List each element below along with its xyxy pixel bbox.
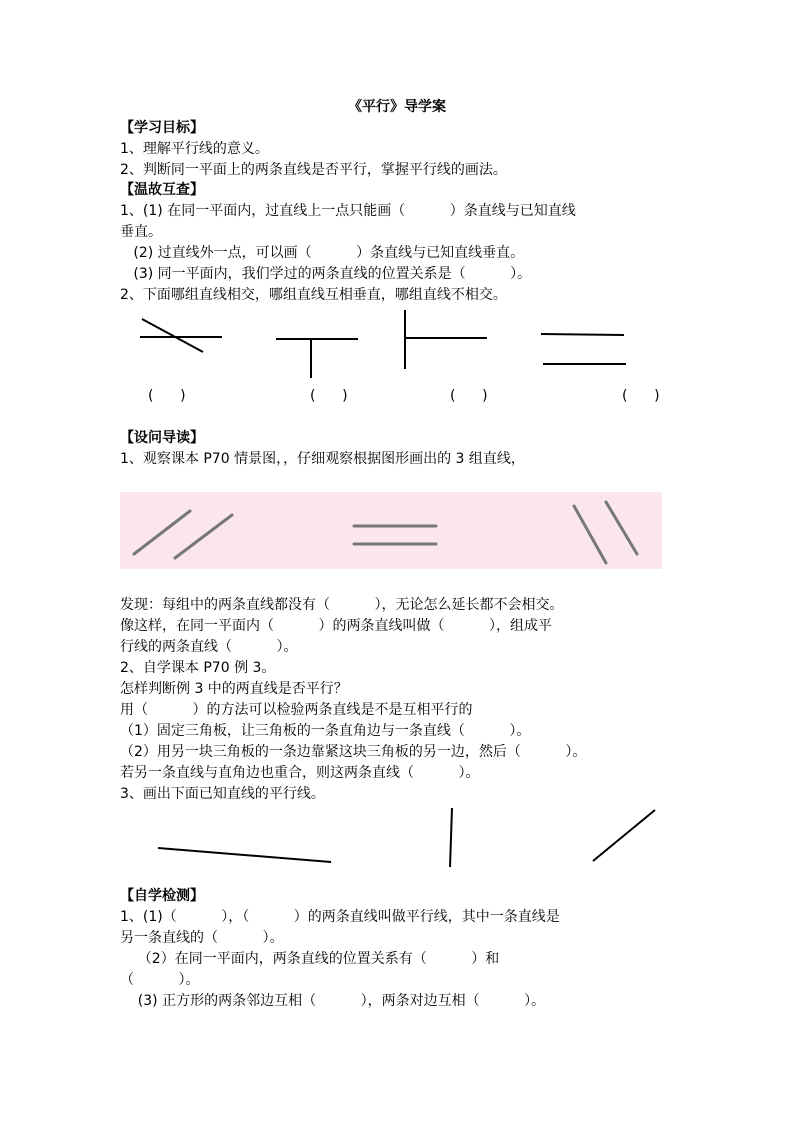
given-line-2 xyxy=(450,808,452,867)
review-line-2: 垂直。 xyxy=(120,224,162,240)
review-line-3: (2) 过直线外一点，可以画（ ）条直线与已知直线垂直。 xyxy=(120,245,525,261)
section-heading-self-check: 【自学检测】 xyxy=(120,888,204,904)
guided-line-7: 用（ ）的方法可以检验两条直线是不是互相平行的 xyxy=(120,702,473,718)
goal-line-2: 2、判断同一平面上的两条直线是否平行，掌握平行线的画法。 xyxy=(120,162,507,178)
answer-blank-2[interactable]: ( ) xyxy=(310,388,348,404)
section-heading-goals: 【学习目标】 xyxy=(120,120,204,136)
review-line-1: 1、(1) 在同一平面内，过直线上一点只能画（ ）条直线与已知直线 xyxy=(120,203,576,219)
goal-line-1: 1、理解平行线的意义。 xyxy=(120,141,269,157)
guided-line-8: （1）固定三角板，让三角板的一条直角边与一条直线（ ）。 xyxy=(120,723,531,739)
page-title: 《平行》导学案 xyxy=(348,99,446,115)
review-line-5: 2、下面哪组直线相交，哪组直线互相垂直，哪组直线不相交。 xyxy=(120,287,507,303)
section-heading-guided-reading: 【设问导读】 xyxy=(120,430,204,446)
check-line-1: 1、(1)（ ），（ ）的两条直线叫做平行线，其中一条直线是 xyxy=(120,909,560,925)
guided-line-11: 3、画出下面已知直线的平行线。 xyxy=(120,786,325,802)
check-line-5: (3) 正方形的两条邻边互相（ ），两条对边互相（ ）。 xyxy=(120,993,546,1009)
guided-line-4: 行线的两条直线（ ）。 xyxy=(120,639,298,655)
guided-line-10: 若另一条直线与直角边也重合，则这两条直线（ ）。 xyxy=(120,765,480,781)
guided-line-9: （2）用另一块三角板的一条边靠紧这块三角板的另一边，然后（ ）。 xyxy=(120,744,587,760)
given-line-3 xyxy=(593,810,655,861)
guided-line-1: 1、观察课本 P70 情景图，，仔细观察根据图形画出的 3 组直线， xyxy=(120,451,525,467)
given-line-1 xyxy=(158,848,331,862)
check-line-4: （ ）。 xyxy=(120,972,200,988)
review-line-4: (3) 同一平面内，我们学过的两条直线的位置关系是（ ）。 xyxy=(120,266,532,282)
guided-line-3: 像这样，在同一平面内（ ）的两条直线叫做（ ），组成平 xyxy=(120,618,553,634)
answer-blank-4[interactable]: ( ) xyxy=(622,388,660,404)
check-line-3: （2）在同一平面内，两条直线的位置关系有（ ）和 xyxy=(120,951,500,967)
check-line-2: 另一条直线的（ ）。 xyxy=(120,930,284,946)
answer-blank-1[interactable]: ( ) xyxy=(148,388,186,404)
guided-line-5: 2、自学课本 P70 例 3。 xyxy=(120,660,276,676)
guided-line-6: 怎样判断例 3 中的两直线是否平行？ xyxy=(120,681,348,697)
answer-blank-3[interactable]: ( ) xyxy=(450,388,488,404)
section-heading-review: 【温故互查】 xyxy=(120,182,204,198)
guided-line-2: 发现：每组中的两条直线都没有（ ），无论怎么延长都不会相交。 xyxy=(120,597,564,613)
